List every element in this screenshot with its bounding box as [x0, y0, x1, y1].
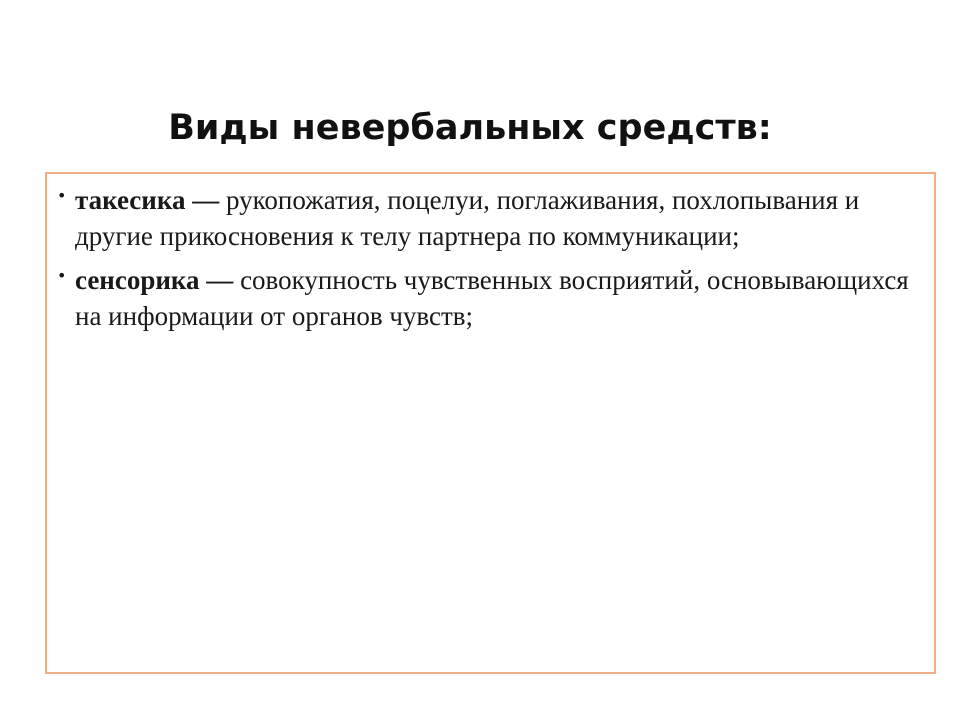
bullet-text: совокупность чувственных восприятий, основывающихся на информации от органов чувств;: [75, 265, 909, 331]
bullet-item-sensorika: [55, 262, 914, 334]
bullet-term: такесика —: [75, 185, 220, 215]
bullet-list: [55, 182, 914, 342]
bullet-term: сенсорика —: [75, 265, 234, 295]
bullet-text: рукопожатия, поцелуи, поглаживания, похлопывания и другие прикосновения к телу партнера по коммуникации;: [75, 185, 860, 251]
bullet-dot-icon: •: [57, 186, 67, 205]
content-box: [45, 172, 936, 674]
bullet-item-takesika: [55, 182, 914, 254]
bullet-dot-icon: •: [57, 266, 67, 285]
slide-title: Виды невербальных средств:: [168, 108, 772, 148]
